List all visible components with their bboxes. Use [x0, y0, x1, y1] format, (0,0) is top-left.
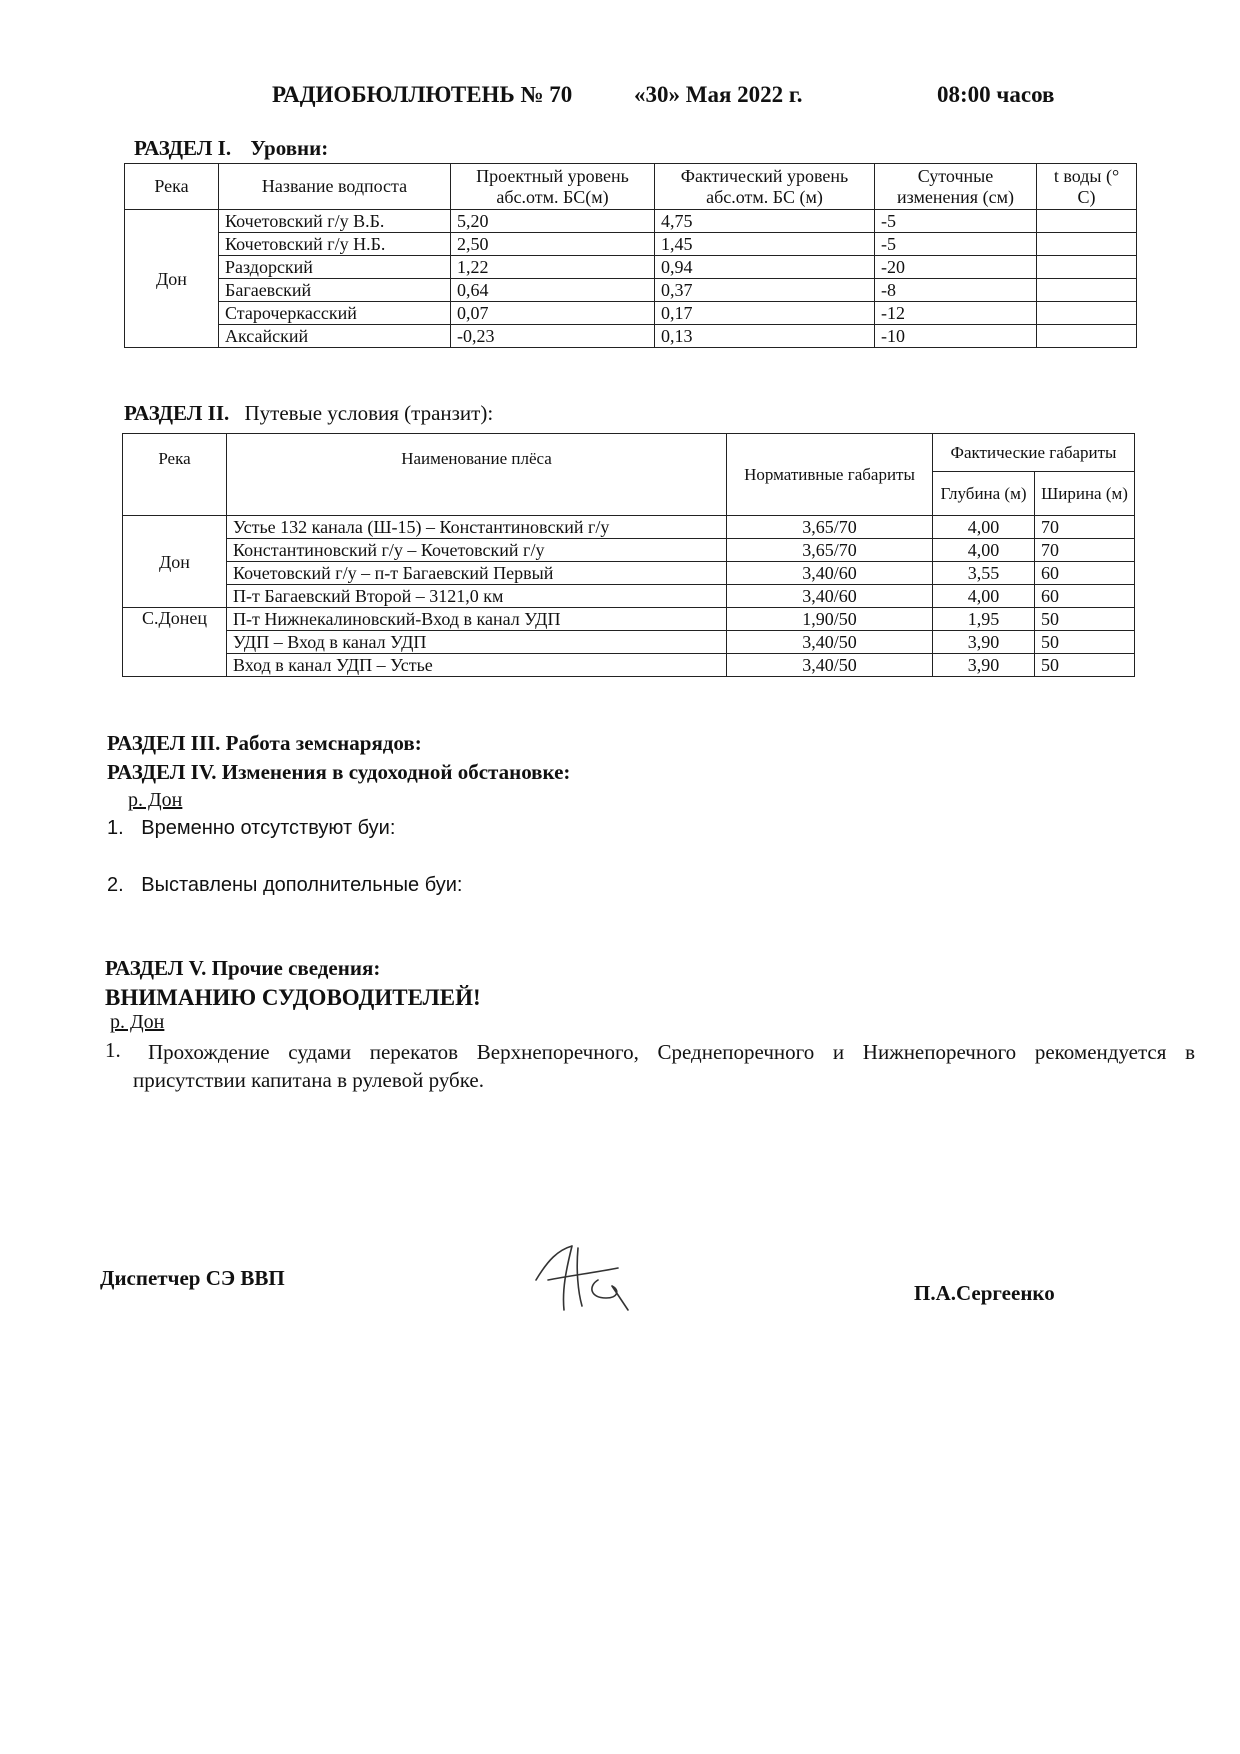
- actual-width: 70: [1035, 539, 1135, 562]
- actual-width: 50: [1035, 654, 1135, 677]
- water-temp: [1037, 256, 1137, 279]
- col-normative: Нормативные габариты: [727, 434, 933, 516]
- attention-heading: ВНИМАНИЮ СУДОВОДИТЕЛЕЙ!: [105, 985, 481, 1010]
- daily-change: -5: [875, 233, 1037, 256]
- bulletin-title: РАДИОБЮЛЛЮТЕНЬ № 70: [272, 82, 573, 107]
- actual-level: 0,94: [655, 256, 875, 279]
- actual-width: 60: [1035, 562, 1135, 585]
- dispatcher-name: П.А.Сергеенко: [914, 1281, 1055, 1305]
- project-level: 0,07: [451, 302, 655, 325]
- section3-heading: РАЗДЕЛ III. Работа земснарядов:: [107, 731, 422, 755]
- bulletin-time: 08:00 часов: [937, 82, 1055, 107]
- actual-level: 0,37: [655, 279, 875, 302]
- actual-level: 4,75: [655, 210, 875, 233]
- table-row: [123, 631, 1135, 654]
- normative-dims: 3,40/50: [727, 654, 933, 677]
- station-name: Старочеркасский: [219, 302, 451, 325]
- reach-name: УДП – Вход в канал УДП: [227, 631, 727, 654]
- station-name: Багаевский: [219, 279, 451, 302]
- section4-heading: РАЗДЕЛ IV. Изменения в судоходной обстановке:: [107, 760, 571, 784]
- list-item: [105, 1038, 1195, 1094]
- section1-title: Уровни:: [250, 136, 329, 160]
- daily-change: -10: [875, 325, 1037, 348]
- list-item-text: Прохождение судами перекатов Верхнепоречного, Среднепоречного и Нижнепоречного рекомендуется в присутствии капитана в рулевой рубке.: [133, 1040, 1195, 1092]
- station-name: Раздорский: [219, 256, 451, 279]
- actual-width: 50: [1035, 631, 1135, 654]
- table-row: [125, 325, 1137, 348]
- table-row: [125, 256, 1137, 279]
- table-row: [123, 516, 1135, 539]
- reach-name: Кочетовский г/у – п-т Багаевский Первый: [227, 562, 727, 585]
- list-item-text: Выставлены дополнительные буи:: [141, 874, 463, 896]
- station-name: Кочетовский г/у Н.Б.: [219, 233, 451, 256]
- water-temp: [1037, 210, 1137, 233]
- table-row: [123, 608, 1135, 631]
- col-water-temp: t воды (° С): [1037, 164, 1137, 210]
- normative-dims: 1,90/50: [727, 608, 933, 631]
- reach-name: П-т Багаевский Второй – 3121,0 км: [227, 585, 727, 608]
- actual-width: 70: [1035, 516, 1135, 539]
- water-temp: [1037, 233, 1137, 256]
- actual-depth: 3,55: [933, 562, 1035, 585]
- bulletin-header: [0, 82, 1240, 122]
- river-cell: Дон: [125, 210, 219, 348]
- col-actual-dims: Фактические габариты: [933, 434, 1135, 472]
- actual-depth: 4,00: [933, 539, 1035, 562]
- reach-name: Устье 132 канала (Ш-15) – Константиновский г/у: [227, 516, 727, 539]
- water-temp: [1037, 302, 1137, 325]
- table-row: [125, 233, 1137, 256]
- normative-dims: 3,65/70: [727, 516, 933, 539]
- section1-number: РАЗДЕЛ I.: [134, 136, 232, 160]
- col-river: Река: [125, 164, 219, 210]
- actual-depth: 4,00: [933, 585, 1035, 608]
- bulletin-date: «30» Мая 2022 г.: [634, 82, 803, 107]
- col-depth: Глубина (м): [933, 472, 1035, 516]
- list-item-text: Временно отсутствуют буи:: [141, 817, 396, 839]
- list-item-number: 1.: [105, 1038, 121, 1062]
- actual-depth: 1,95: [933, 608, 1035, 631]
- reach-name: Константиновский г/у – Кочетовский г/у: [227, 539, 727, 562]
- section5-river-label: р. Дон: [110, 1011, 165, 1033]
- table-row: [125, 210, 1137, 233]
- reach-name: П-т Нижнекалиновский-Вход в канал УДП: [227, 608, 727, 631]
- actual-level: 0,17: [655, 302, 875, 325]
- table-row: [123, 562, 1135, 585]
- col-width: Ширина (м): [1035, 472, 1135, 516]
- route-table: [122, 433, 1135, 677]
- list-item: [107, 817, 395, 840]
- actual-depth: 4,00: [933, 516, 1035, 539]
- col-daily-change: Суточные изменения (см): [875, 164, 1037, 210]
- river-cell: Дон: [123, 516, 227, 608]
- table-row: [123, 654, 1135, 677]
- project-level: 5,20: [451, 210, 655, 233]
- list-item-number: 1.: [107, 817, 124, 839]
- reach-name: Вход в канал УДП – Устье: [227, 654, 727, 677]
- section2-number: РАЗДЕЛ II.: [124, 401, 230, 425]
- normative-dims: 3,40/60: [727, 585, 933, 608]
- project-level: 0,64: [451, 279, 655, 302]
- water-temp: [1037, 325, 1137, 348]
- station-name: Аксайский: [219, 325, 451, 348]
- project-level: 1,22: [451, 256, 655, 279]
- table-row: [125, 279, 1137, 302]
- table-row: [123, 539, 1135, 562]
- section4-river-label: р. Дон: [128, 789, 183, 811]
- section1-heading: [134, 136, 328, 161]
- actual-width: 60: [1035, 585, 1135, 608]
- section2-title: Путевые условия (транзит):: [244, 401, 494, 425]
- river-cell: С.Донец: [123, 608, 227, 677]
- daily-change: -8: [875, 279, 1037, 302]
- daily-change: -12: [875, 302, 1037, 325]
- actual-depth: 3,90: [933, 631, 1035, 654]
- normative-dims: 3,65/70: [727, 539, 933, 562]
- actual-depth: 3,90: [933, 654, 1035, 677]
- project-level: 2,50: [451, 233, 655, 256]
- col-station: Название водпоста: [219, 164, 451, 210]
- col-river: Река: [123, 434, 227, 516]
- table-row: [123, 585, 1135, 608]
- daily-change: -5: [875, 210, 1037, 233]
- list-item-number: 2.: [107, 874, 124, 896]
- dispatcher-title: Диспетчер СЭ ВВП: [100, 1266, 285, 1290]
- actual-level: 1,45: [655, 233, 875, 256]
- section5-heading: РАЗДЕЛ V. Прочие сведения:: [105, 956, 381, 980]
- normative-dims: 3,40/50: [727, 631, 933, 654]
- col-reach: Наименование плёса: [227, 434, 727, 516]
- station-name: Кочетовский г/у В.Б.: [219, 210, 451, 233]
- section2-heading: [124, 401, 493, 426]
- normative-dims: 3,40/60: [727, 562, 933, 585]
- signature-image: [528, 1240, 638, 1320]
- list-item: [107, 874, 462, 897]
- actual-width: 50: [1035, 608, 1135, 631]
- project-level: -0,23: [451, 325, 655, 348]
- col-actual-level: Фактический уровень абс.отм. БС (м): [655, 164, 875, 210]
- daily-change: -20: [875, 256, 1037, 279]
- actual-level: 0,13: [655, 325, 875, 348]
- col-project-level: Проектный уровень абс.отм. БС(м): [451, 164, 655, 210]
- table-row: [125, 302, 1137, 325]
- water-temp: [1037, 279, 1137, 302]
- levels-table: [124, 163, 1137, 348]
